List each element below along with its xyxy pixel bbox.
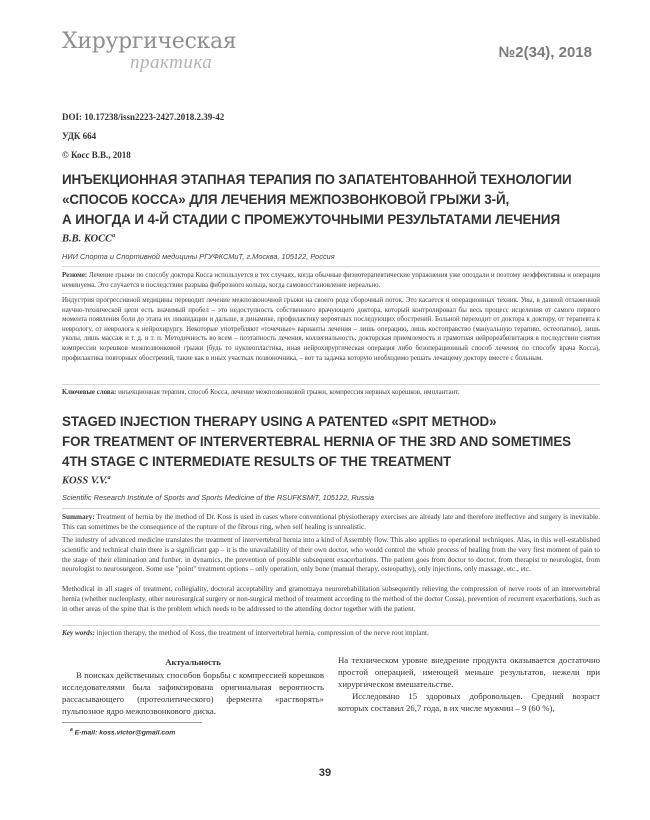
divider xyxy=(62,266,600,267)
ru-keywords xyxy=(62,388,600,398)
divider xyxy=(62,293,600,294)
body-left-column xyxy=(62,656,324,717)
section-heading: Актуальность xyxy=(165,657,221,667)
en-title xyxy=(62,412,602,472)
journal-name-line2: практика xyxy=(130,52,213,73)
ru-author-mark: а xyxy=(112,233,116,239)
en-keywords-text: injection therapy, the method of Koss, the treatment of intervertebral hernia, compression of the nerve root implant. xyxy=(94,629,429,637)
ru-author xyxy=(62,233,115,245)
ru-keywords-label: Ключевые слова: xyxy=(62,389,117,396)
en-affiliation: Scientific Research Institute of Sports and Sports Medicine of the RSUFKSMiT, 105122, Russia xyxy=(62,493,374,502)
ru-author-name: В.В. КОСС xyxy=(62,233,113,245)
footnote-rule xyxy=(62,722,202,723)
en-keywords xyxy=(62,629,600,639)
footnote-email[interactable]: E-mail: koss.victor@gmail.com xyxy=(74,729,176,737)
divider xyxy=(62,508,600,509)
en-author xyxy=(62,475,110,487)
en-title-line: 4TH STAGE С INTERMEDIATE RESULTS OF THE TREATMENT xyxy=(62,454,452,469)
en-summary xyxy=(62,513,600,533)
en-title-line: FOR TREATMENT OF INTERVERTEBRAL HERNIA OF THE 3RD AND SOMETIMES xyxy=(62,434,572,449)
ru-keywords-text: инъекционная терапия, способ Косса, лечение межпозвонковой грыжи, компрессия нервных корешков, имплантант. xyxy=(116,389,460,396)
body-paragraph: В поисках действенных способов борьбы с компрессией корешков исследователями была зафиксирована оригинальная вероятность рассасывающего (протеолитического) фермента «растворять» пульпозное ядро межпозвонкового диска. xyxy=(62,670,324,716)
udk: УДК 664 xyxy=(62,131,97,141)
ru-title-line: ИНЪЕКЦИОННАЯ ЭТАПНАЯ ТЕРАПИЯ ПО ЗАПАТЕНТОВАННОЙ ТЕХНОЛОГИИ xyxy=(62,172,572,187)
ru-title xyxy=(62,170,602,230)
ru-affiliation: НИИ Спорта и Спортивной медицины РГУФКСМиТ, г.Москва, 105122, Россия xyxy=(62,252,335,261)
en-title-line: STAGED INJECTION THERAPY USING A PATENTED «SPIT METHOD» xyxy=(62,414,497,429)
ru-title-line: А ИНОГДА И 4-Й СТАДИИ С ПРОМЕЖУТОЧНЫМИ РЕЗУЛЬТАТАМИ ЛЕЧЕНИЯ xyxy=(62,212,560,227)
ru-summary-text: Лечение грыжи по способу доктора Косса используется в тех случаях, когда обычные физиотерапевтические упражнения уже опоздали и поэтому неэффективны и операция неминуема. Это случается в последствии разрыва фиброзного кольца, когда самовосстановление нереально. xyxy=(62,272,600,289)
doi: DOI: 10.17238/issn2223-2427.2018.2.39-42 xyxy=(62,112,225,122)
body-paragraph: На техническом уровне внедрение продукта оказывается достаточно простой операцией, имеющей меньше результатов, нежели при хирургическом вмешательстве. xyxy=(338,655,600,689)
copyright: © Косс В.В., 2018 xyxy=(62,150,131,160)
page-number: 39 xyxy=(318,767,332,779)
en-summary-label: Summary: xyxy=(62,513,95,521)
ru-title-line: «СПОСОБ КОССА» ДЛЯ ЛЕЧЕНИЯ МЕЖПОЗВОНКОВОЙ ГРЫЖИ 3-Й, xyxy=(62,192,510,207)
divider xyxy=(62,534,600,535)
en-keywords-label: Key words: xyxy=(62,629,95,637)
en-abstract-body-1: The industry of advanced medicine translates the treatment of intervertebral hernia into a kind of Assembly flow. This also applies to operational techniques. Alas, in this well-established scientific and technical chain there is a significant gap – it is the unavailability of their own doctor, who would control the whole process of healing from the very first moment of pain to the stage of their elimination and further, in dynamics, the prevention of possible subsequent exacerbations. The patient goes from doctor to doctor, from therapist to neurologist, from neurologist to neurosurgeon. Some use "point" treatment options – only operation, only bone (manual therapy, osteopathy), only injections, only massage, etc., etc. xyxy=(62,536,600,574)
divider xyxy=(62,384,600,385)
divider xyxy=(62,625,600,626)
body-right-column xyxy=(338,654,600,714)
en-abstract-body-2: Methodical in all stages of treatment, collegiality, doctoral acceptability and gramotnaya neurorehabilitation subsequently relieving the compression of nerve roots of an intervertebral hernia (whether nucleoplasty, other neurosurgical surgery or non-surgical method of treatment according to the method of the doctor Cossa), prevention of recurrent exacerbations, such as in other areas of the spine that is the problem which needs to be addressed to the attending doctor together with the patient. xyxy=(62,585,600,613)
ru-abstract-body: Индустрия прогрессивной медицины переводит лечение межпозвоночной грыжи на своего рода сборочный поток. Это касается и операционных техник. Увы, в данной отлаженной научно-технической цепи есть значимый пробел – это недоступность собственного врачующего доктора, который контролировал бы весь процесс исцеления от самого первого момента появления боли до этапа их ликвидации и дальше, в динамике, профилактику вероятных последующих обострений. Больной переходит от доктора к доктору, от терапевта к неврологу, от невролога к нейрохирургу. Некоторые употребляют «точечные» варианты лечения – лишь операцию, лишь костоправство (мануальную терапию, остеопатию), лишь уколы, лишь массаж и т. д. и т. п. Методичность во всем – поэтапность лечения, коллегиальность, докторская приемлемость и грамотная нейрореабилитация в последствии снятия компрессии корешков межпозвонковой грыжи (будь то нуклеопластика, иная нейрохирургическая операция либо безоперационный способ лечения по способу врача Косса), профилактика повторных обострений, такие как в иных участках позвоночника, – вот та задачка которую необходимо решать лечащему доктору вместе с больным. xyxy=(62,297,600,362)
journal-name-line1: Хирургическая xyxy=(62,29,237,54)
ru-summary xyxy=(62,271,600,290)
en-author-name: KOSS V.V. xyxy=(62,475,108,487)
body-paragraph: Исследовано 15 здоровых добровольцев. Средний возраст которых составил 26,7 года, в их числе мужчин – 9 (60 %), xyxy=(338,691,600,713)
ru-summary-label: Резюме: xyxy=(62,272,88,279)
journal-logo xyxy=(62,30,236,72)
footnote xyxy=(70,727,175,736)
en-author-mark: а xyxy=(107,475,111,481)
footnote-mark: а xyxy=(70,727,73,733)
en-summary-text: Treatment of hernia by the method of Dr. Koss is used in cases where conventional physiotherapy exercises are already late and therefore ineffective and surgery is inevitable. This can sometimes be the consequence of the rupture of the fibrous ring, when self healing is unrealistic. xyxy=(62,513,600,531)
issue-number: №2(34), 2018 xyxy=(498,44,592,61)
